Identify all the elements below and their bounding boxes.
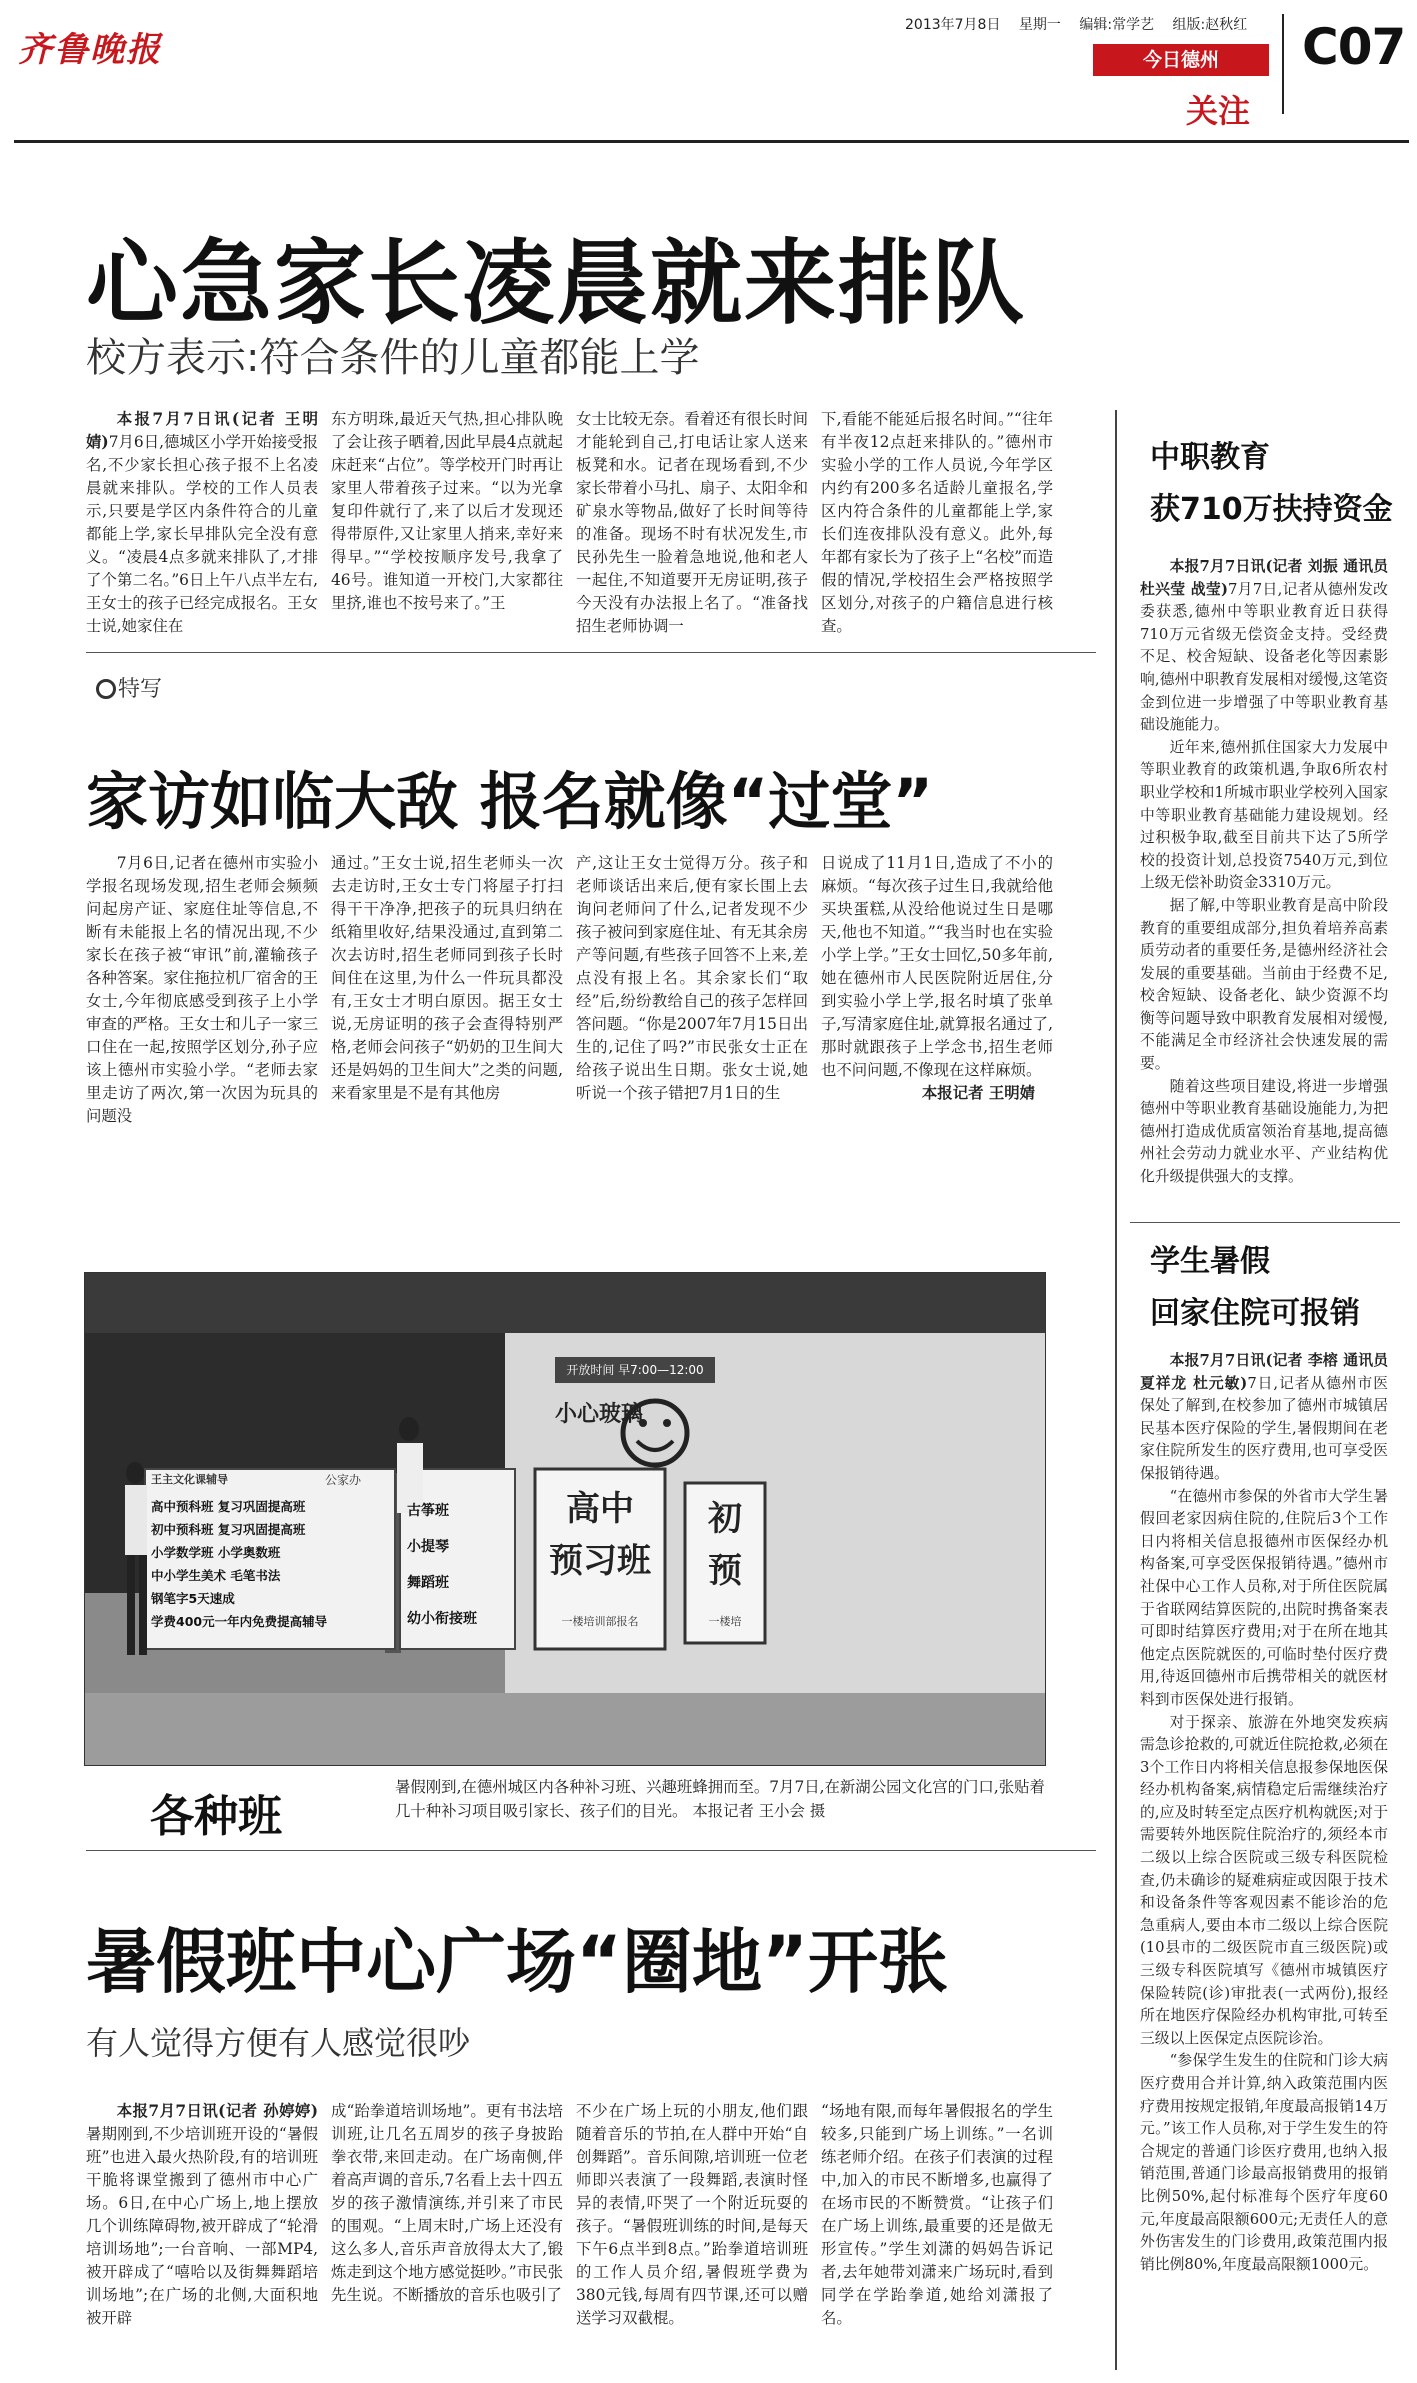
sidebar1-paragraph: 随着这些项目建设,将进一步增强德州中等职业教育基础设施能力,为把德州打造成优质富领治育基地,提高德州社会劳动力就业水平、产业结构优化升级提供强大的支撑。 bbox=[1140, 1077, 1388, 1186]
photo-sign-line: 初 bbox=[708, 1499, 742, 1539]
sidebar1-headline-line2: 获710万扶持资金 bbox=[1150, 492, 1393, 527]
sidebar2-body bbox=[1140, 1350, 1388, 2370]
photo-sign-line: 预习班 bbox=[549, 1541, 651, 1581]
photo-sign-line: 预 bbox=[708, 1551, 742, 1591]
article1-byline: 本报7月7日讯(记者 王明婧) bbox=[86, 410, 318, 451]
photo-person-left-body bbox=[125, 1485, 147, 1555]
photo-board-mid-line: 舞蹈班 bbox=[407, 1575, 449, 1591]
article1-column-1 bbox=[86, 408, 318, 638]
top-rule bbox=[14, 140, 1409, 143]
photo-board-mid-list bbox=[407, 1493, 511, 1637]
photo-board-mid-line: 小提琴 bbox=[407, 1539, 449, 1555]
section-name: 关注 bbox=[1186, 92, 1251, 130]
article3-byline: 本报7月7日讯(记者 孙婷婷) bbox=[116, 2102, 318, 2120]
feature-dot-icon bbox=[96, 679, 116, 699]
sidebar2-paragraph: “参保学生发生的住院和门诊大病医疗费用合并计算,纳入政策范围内医疗费用按规定报销,年度最高报销14万元。”该工作人员称,对于学生发生的符合规定的普通门诊医疗费用,也纳入报销范围,普通门诊最高报销费用的报销比例50%,起付标准每个医疗年度60元,年度最高限额600元;无责任人的意外伤害发生的门诊费用,政策范围内报销比例80%,年度最高限额1000元。 bbox=[1140, 2052, 1388, 2273]
sidebar1-body bbox=[1140, 556, 1388, 1216]
article2-text-1: 7月6日,记者在德州市实验小学报名现场发现,招生老师会频频问起房产证、家庭住址等信息,不断有未能报上名的情况出现,不少家长在孩子被“审讯”前,灌输孩子各种答案。家住拖拉机厂宿舍的王女士,今年彻底感受到孩子上小学审查的严格。王女士和儿子一家三口住在一起,按照学区划分,孙子应该上德州市实验小学。“老师去家里走访了两次,第一次因为玩具的问题没 bbox=[86, 854, 318, 1125]
photo-board-mid-line: 古筝班 bbox=[407, 1503, 449, 1519]
photo-window-sign-text: 小心玻璃 bbox=[555, 1402, 644, 1427]
page-number: C07 bbox=[1302, 18, 1406, 76]
article1-subhead: 校方表示:符合条件的儿童都能上学 bbox=[86, 335, 700, 381]
sidebar2-headline-line1: 学生暑假 bbox=[1150, 1244, 1270, 1279]
photo-board-line: 小学数学班 小学奥数班 bbox=[151, 1545, 281, 1560]
article2-text-4: 日说成了11月1日,造成了不小的麻烦。“每次孩子过生日,我就给他买块蛋糕,从没给他说过生日是哪天,他也不知道。”“我当时也在实验小学上学。”王女士回忆,50多年前,她在德州市人民医院附近居住,分到实验小学上学,报名时填了张单子,写清家庭住址,就算报名通过了,那时就跟孩子上学念书,招生老师也不问问题,不像现在这样麻烦。 bbox=[821, 854, 1053, 1079]
article2-text-2: 通过。”王女士说,招生老师头一次去走访时,王女士专门将屋子打扫得干干净净,把孩子的玩具归纳在纸箱里收好,结果没通过,直到第二次去访时,招生老师同到孩子长时间住在这里,为什么一件玩具都没有,王女士才明白原因。据王女士说,无房证明的孩子会查得特别严格,老师会问孩子“奶奶的卫生间大还是妈妈的卫生间大”之类的问题,来看家里是不是有其他房 bbox=[331, 854, 563, 1102]
photo-person-mid-head bbox=[399, 1417, 419, 1441]
photo-pavement bbox=[85, 1693, 1046, 1766]
sidebar1-paragraph: 近年来,德州抓住国家大力发展中等职业教育的政策机遇,争取6所农村职业学校和1所城市职业学校列入国家中等职业教育基础能力建设规划。经过积极争取,截至目前共下达了5所学校的投资计划,总投资7540万元,到位上级无偿补助资金3310万元。 bbox=[1140, 738, 1388, 892]
article3-subhead: 有人觉得方便有人感觉很吵 bbox=[86, 2024, 471, 2062]
article2-headline: 家访如临大敌 报名就像“过堂” bbox=[86, 765, 934, 838]
article3-text-1: 暑期刚到,不少培训班开设的“暑假班”也进入最火热阶段,有的培训班干脆将课堂搬到了德州市中心广场。6日,在中心广场上,地上摆放几个训练障碍物,被开辟成了“轮滑培训场地”;一台音响、一部MP4,被开辟成了“嘻哈以及街舞舞蹈培训场地”;在广场的北侧,大面积地被开辟 bbox=[86, 2125, 318, 2327]
photo-board-line: 钢笔字5天速成 bbox=[151, 1591, 235, 1606]
photo-smiley-eye2 bbox=[663, 1419, 671, 1427]
photo-board-line: 中小学生美术 毛笔书法 bbox=[151, 1568, 281, 1583]
photo-board-left-tag: 公家办 bbox=[325, 1473, 362, 1487]
issue-date: 2013年7月8日 bbox=[905, 17, 1001, 33]
article3-column-2 bbox=[331, 2100, 563, 2368]
sidebar2-paragraph: 7日,记者从德州市医保处了解到,在校参加了德州市城镇居民基本医疗保险的学生,暑假期间在老家住院所发生的医疗费用,也可享受医保报销待遇。 bbox=[1140, 1374, 1388, 1482]
photo-roof bbox=[85, 1273, 1046, 1333]
article2-signature: 本报记者 王明婧 bbox=[921, 1084, 1035, 1102]
sidebar2-byline: 本报7月7日讯(记者 李榕 通讯员 夏祥龙 杜元敏) bbox=[1140, 1352, 1388, 1392]
article2-column-3 bbox=[576, 852, 808, 1248]
issue-weekday: 星期一 bbox=[1018, 17, 1061, 33]
masthead-logo: 齐鲁晚报 bbox=[18, 30, 162, 70]
article1-divider bbox=[86, 652, 1096, 653]
article1-text-1: 7月6日,德城区小学开始接受报名,不少家长担心孩子报不上名凌晨就来排队。学校的工作人员表示,只要是学区内条件符合的儿童都能上学,家长早排队完全没有意义。“凌晨4点多就来排队了,才排了个第二名。”6日上午八点半左右,王女士的孩子已经完成报名。王女士说,她家住在 bbox=[86, 433, 318, 635]
sidebar1-paragraph: 7月7日,记者从德州发改委获悉,德州中等职业教育近日获得710万元省级无偿资金支持。受经费不足、校舍短缺、设备老化等因素影响,德州中职教育发展相对缓慢,这笔资金到位进一步增强了中等职业教育基础设施能力。 bbox=[1140, 580, 1388, 734]
article1-column-4 bbox=[821, 408, 1053, 638]
article1-text-4: 下,看能不能延后报名时间。”“往年有半夜12点赶来排队的。”德州市实验小学的工作人员说,今年学区内约有200多名适龄儿童报名,学区内符合条件的儿童都能上学,家长们连夜排队没有意义。此外,每年都有家长为了孩子上“名校”而造假的情况,学校招生会严格按照学区划分,对孩子的户籍信息进行核查。 bbox=[821, 410, 1053, 635]
photo-person-left-head bbox=[126, 1462, 144, 1484]
sidebar1-paragraph: 据了解,中等职业教育是高中阶段教育的重要组成部分,担负着培养高素质劳动者的重要任务,是德州经济社会发展的重要基础。当前由于经费不足,校舍短缺、设备老化、缺少资源不均衡等问题导致中职教育发展相对缓慢,不能满足全市经济社会快速发展的需要。 bbox=[1140, 896, 1388, 1073]
photo-board-line: 初中预科班 复习巩固提高班 bbox=[151, 1522, 306, 1537]
photo-board-line: 高中预科班 复习巩固提高班 bbox=[151, 1499, 306, 1514]
article1-text-2: 东方明珠,最近天气热,担心排队晚了会让孩子晒着,因此早晨4点就起床赶来“占位”。等学校开门时再让家里人带着孩子过来。“以为光拿复印件就行了,来了以后才发现还得带原件,又让家里人捎来,幸好来得早。”“学校按顺序发号,我拿了46号。谁知道一开校门,大家都往里挤,谁也不按号来了。”王 bbox=[331, 410, 563, 612]
article1-column-3 bbox=[576, 408, 808, 638]
article2-column-2 bbox=[331, 852, 563, 1248]
photo-caption-title: 各种班 bbox=[150, 1791, 282, 1842]
photo-hours-text: 开放时间 早7:00—12:00 bbox=[566, 1363, 704, 1377]
sidebar2-paragraph: “在德州市参保的外省市大学生暑假回老家因病住院的,住院后3个工作日内将相关信息报德州市医保经办机构备案,可享受医保报销待遇。”德州市社保中心工作人员称,对于所住医院属于省联网结算医院的,出院时携备案表可即时结算医疗费用;对于在所在地其他定点医院就医的,可临时垫付医疗费用,待返回德州市后携带相关的就医材料到市医保处进行报销。 bbox=[1140, 1487, 1388, 1708]
article3-headline: 暑假班中心广场“圈地”开张 bbox=[86, 1921, 949, 2003]
article3-column-3 bbox=[576, 2100, 808, 2368]
photo-sign-right2-text bbox=[689, 1493, 761, 1597]
sidebar1-byline: 本报7月7日讯(记者 刘振 通讯员 杜兴莹 战莹) bbox=[1140, 558, 1388, 598]
photo-divider bbox=[86, 1850, 1096, 1851]
feature-tag bbox=[96, 672, 162, 703]
article3-text-2: 成“跆拳道培训场地”。更有书法培训班,让几名五周岁的孩子身披跆拳衣带,来回走动。在广场南侧,伴着高声调的音乐,7名看上去十四五岁的孩子激情演练,并引来了市民的围观。“上周末时,广场上还没有这么多人,音乐声音放得太大了,锻炼走到这个地方感觉挺吵。”市民张先生说。不断播放的音乐也吸引了 bbox=[331, 2102, 563, 2304]
sidebar-divider bbox=[1115, 410, 1117, 2370]
layout-credit: 组版:赵秋红 bbox=[1172, 17, 1248, 33]
header-divider bbox=[1282, 14, 1284, 114]
photo-sign-line: 高中 bbox=[566, 1489, 634, 1529]
article3-column-4 bbox=[821, 2100, 1053, 2368]
header-info bbox=[905, 14, 1261, 34]
photo-sign-right1-foot: 一楼培训部报名 bbox=[561, 1615, 639, 1628]
photo-sign-right1-text bbox=[541, 1483, 659, 1587]
photo-board-mid-line: 幼小衔接班 bbox=[407, 1611, 477, 1627]
photo-sign-right2-foot: 一楼培 bbox=[708, 1615, 742, 1628]
article1-column-2 bbox=[331, 408, 563, 638]
news-photo bbox=[84, 1272, 1046, 1766]
article1-headline: 心急家长凌晨就来排队 bbox=[86, 230, 1027, 337]
feature-tag-label: 特写 bbox=[118, 677, 163, 702]
photo-caption: 暑假刚到,在德州城区内各种补习班、兴趣班蜂拥而至。7月7日,在新湖公园文化宫的门口,张贴着几十种补习项目吸引家长、孩子们的目光。 本报记者 王小会 摄 bbox=[395, 1778, 1045, 1820]
article3-column-1 bbox=[86, 2100, 318, 2368]
sidebar2-paragraph: 对于探亲、旅游在外地突发疾病需急诊抢救的,可就近住院抢救,必须在3个工作日内将相关信息报参保地医保经办机构备案,病情稳定后需继续治疗的,应及时转至定点医疗机构就医;对于需要转外地医院住院治疗的,须经本市二级以上综合医院或三级专科医院检查,仍未确诊的疑难病症或因限于技术和设备条件等客观因素不能诊治的危急重病人,要由本市二级以上综合医院(10县市的二级医院市直三级医院)或三级专科医院填写《德州市城镇医疗保险转院(诊)审批表(一式两份),报经所在地医疗保险经办机构审批,可转至三级以上医保定点医院诊治。 bbox=[1140, 1713, 1388, 2047]
sidebar1-headline-line1: 中职教育 bbox=[1150, 440, 1270, 475]
article2-text-3: 产,这让王女士觉得万分。孩子和老师谈话出来后,便有家长围上去询问老师问了什么,记者发现不少孩子被问到家庭住址、有无其余房产等问题,有些孩子回答不上来,差点没有报上名。其余家长们“取经”后,纷纷教给自己的孩子怎样回答问题。“你是2007年7月15日出生的,记住了吗?”市民张女士正在给孩子说出生日期。张女士说,她听说一个孩子错把7月1日的生 bbox=[576, 854, 808, 1102]
photo-person-left-leg2 bbox=[139, 1555, 147, 1655]
article2-column-1 bbox=[86, 852, 318, 1248]
article2-column-4 bbox=[821, 852, 1053, 1248]
section-tab: 今日德州 bbox=[1093, 44, 1269, 76]
photo-board-left-title: 王主文化课辅导 bbox=[151, 1473, 228, 1486]
photo-board-line: 学费400元一年内免费提高辅导 bbox=[151, 1614, 328, 1629]
article3-text-3: 不少在广场上玩的小朋友,他们跟随着音乐的节拍,在人群中开始“自创舞蹈”。音乐间隙,培训班一位老师即兴表演了一段舞蹈,表演时怪异的表情,吓哭了一个附近玩耍的孩子。“暑假班训练的时间,是每天下午6点半到8点。”跆拳道培训班的工作人员介绍,暑假班学费为380元钱,每周有四节课,还可以赠送学习双截棍。 bbox=[576, 2102, 808, 2327]
photo-person-left-leg bbox=[127, 1555, 135, 1655]
sidebar-section-divider bbox=[1130, 1222, 1400, 1223]
editor-credit: 编辑:常学艺 bbox=[1079, 17, 1155, 33]
article3-text-4: “场地有限,而每年暑假报名的学生较多,只能到广场上训练。”一名训练老师介绍。在孩子们表演的过程中,加入的市民不断增多,也赢得了在场市民的不断赞赏。“让孩子们在广场上训练,最重要的还是做无形宣传。”学生刘潇的妈妈告诉记者,去年她带刘潇来广场玩时,看到同学在学跆拳道,她给刘潇报了名。 bbox=[821, 2102, 1053, 2327]
photo-board-left-list bbox=[151, 1495, 391, 1633]
sidebar2-headline-line2: 回家住院可报销 bbox=[1150, 1296, 1360, 1331]
article1-text-3: 女士比较无奈。看着还有很长时间才能轮到自己,打电话让家人送来板凳和水。记者在现场看到,不少家长带着小马扎、扇子、太阳伞和矿泉水等物品,做好了长时间等待的准备。现场不时有状况发生,市民孙先生一脸着急地说,他和老人一起住,不知道要开无房证明,孩子今天没有办法报上名了。“准备找招生老师协调一 bbox=[576, 410, 808, 635]
